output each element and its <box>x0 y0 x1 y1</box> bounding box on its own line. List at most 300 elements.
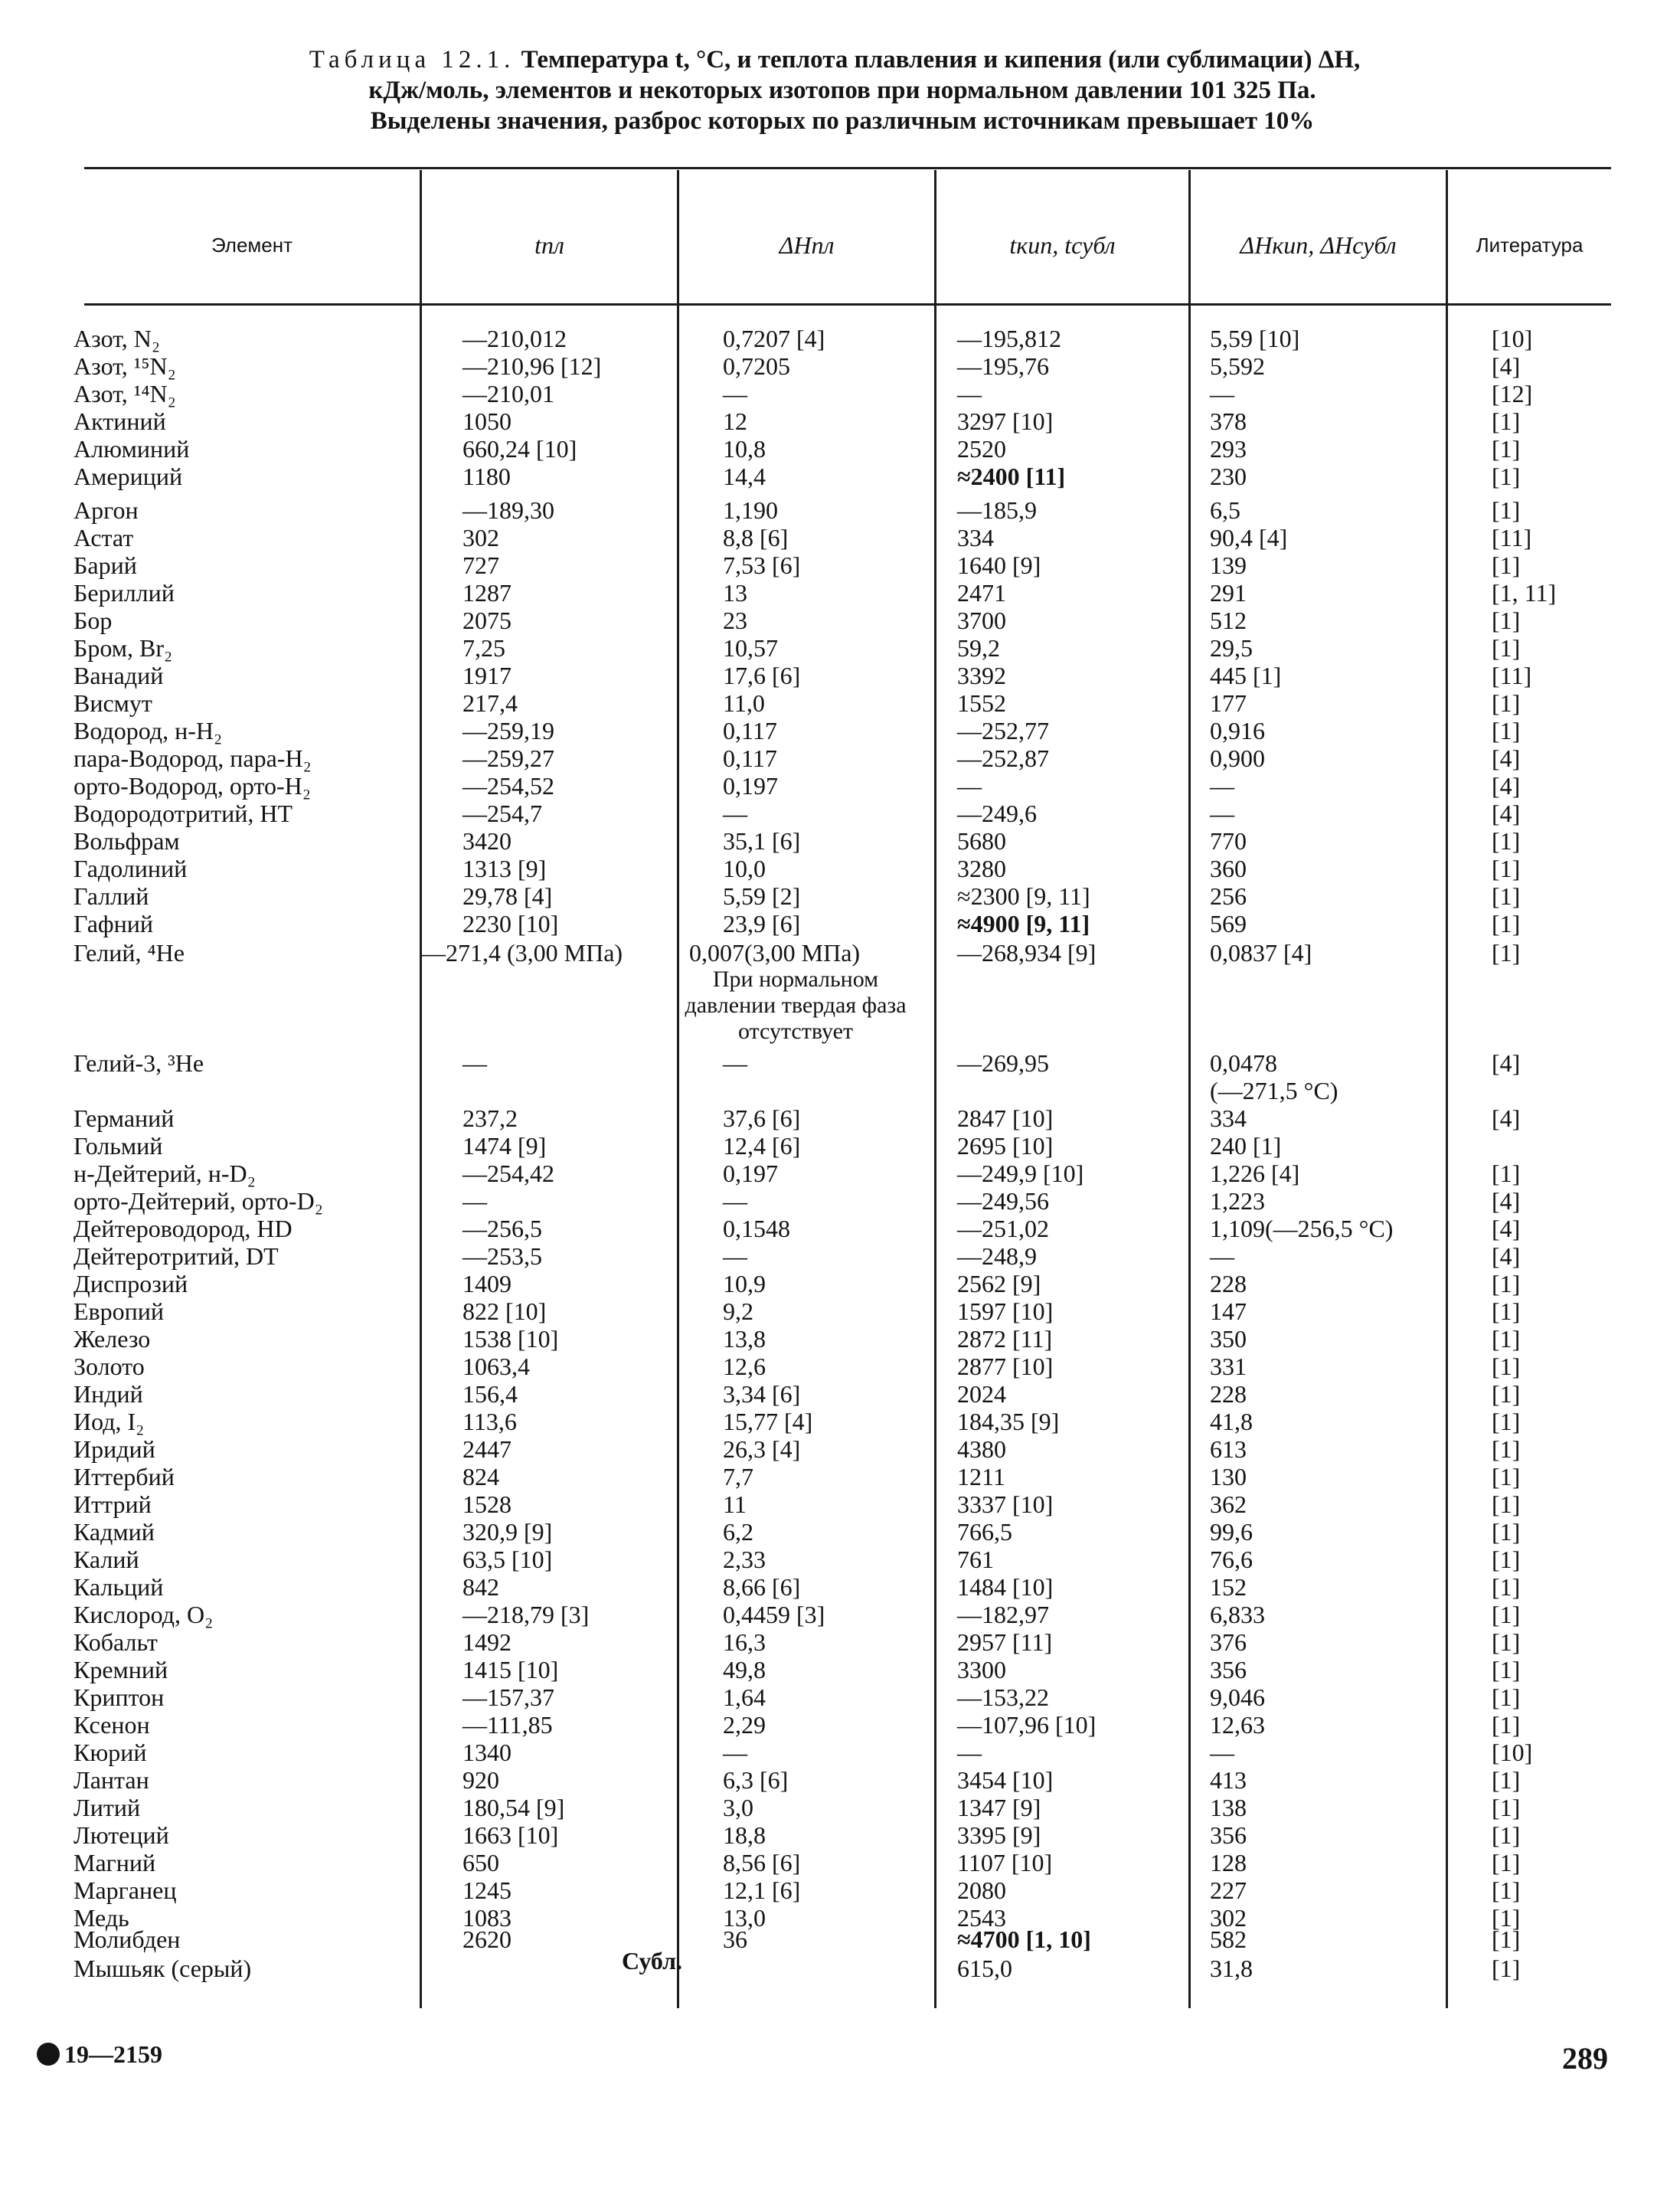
caption-line-1: Температура t, °С, и теплота плавления и кипения (или сублимации) ΔH, <box>521 46 1361 74</box>
cell-literature: [10] <box>1492 325 1533 352</box>
table-row <box>0 1821 1680 1849</box>
cell-t-melt: 2447 <box>462 1435 512 1463</box>
cell-dh-boil: 227 <box>1210 1876 1247 1904</box>
table-row <box>0 352 1680 380</box>
cell-literature: [1] <box>1492 1904 1521 1932</box>
cell-t-melt: 1474 [9] <box>462 1132 547 1160</box>
cell-t-boil: 1347 [9] <box>957 1794 1041 1821</box>
cell-t-melt: —254,52 <box>462 772 554 800</box>
table-row <box>0 1656 1680 1683</box>
cell-dh-boil: 228 <box>1210 1270 1247 1297</box>
cell-t-boil: —249,56 <box>957 1187 1049 1215</box>
cell-dh-melt: 0,7205 <box>723 352 790 380</box>
cell-dh-boil: 0,916 <box>1210 717 1265 744</box>
cell-dh-boil: 376 <box>1210 1628 1247 1656</box>
cell-dh-boil: 6,5 <box>1210 496 1240 524</box>
cell-element: Барий <box>74 551 137 579</box>
cell-literature: [11] <box>1492 662 1532 689</box>
cell-dh-melt: 11 <box>723 1490 747 1518</box>
cell-dh-melt: 0,4459 [3] <box>723 1601 825 1628</box>
cell-element: Индий <box>74 1380 143 1408</box>
cell-dh-melt: 0,7207 [4] <box>723 325 825 352</box>
cell-t-melt: 320,9 [9] <box>462 1518 553 1546</box>
table-row <box>0 1601 1680 1628</box>
cell-dh-melt: 0,117 <box>723 744 777 772</box>
table-top-rule <box>84 167 1611 169</box>
cell-literature: [1] <box>1492 1711 1521 1739</box>
table-row <box>0 662 1680 689</box>
cell-dh-boil: 413 <box>1210 1766 1247 1794</box>
cell-dh-boil: — <box>1210 772 1234 800</box>
caption-line-3: Выделены значения, разброс которых по различным источникам превышает 10% <box>370 107 1315 135</box>
cell-element: Иридий <box>74 1435 155 1463</box>
cell-dh-melt: 8,66 [6] <box>723 1573 801 1601</box>
cell-element: Иттербий <box>74 1463 175 1490</box>
cell-element: Гафний <box>74 910 154 937</box>
table-row <box>0 1408 1680 1435</box>
cell-dh-boil: 147 <box>1210 1297 1247 1325</box>
cell-t-melt: —259,19 <box>462 717 554 744</box>
table-row <box>0 827 1680 855</box>
cell-element: Магний <box>74 1849 156 1876</box>
table-row <box>0 1739 1680 1766</box>
cell-literature: [1] <box>1492 689 1521 717</box>
cell-element: Бор <box>74 607 113 634</box>
cell-t-melt: — <box>462 1049 487 1077</box>
cell-dh-boil: 613 <box>1210 1435 1247 1463</box>
cell-dh-melt: 10,57 <box>723 634 778 662</box>
cell-t-boil: 1552 <box>957 689 1006 717</box>
cell-dh-boil: 0,0837 [4] <box>1210 939 1312 967</box>
cell-dh-boil: 1,109(—256,5 °С) <box>1210 1215 1394 1242</box>
cell-t-boil: — <box>957 1739 982 1766</box>
table-row <box>0 1380 1680 1408</box>
cell-dh-melt: 1,64 <box>723 1683 766 1711</box>
cell-t-melt: — <box>462 1187 487 1215</box>
cell-literature: [1] <box>1492 1380 1521 1408</box>
cell-element: Водородотритий, HT <box>74 800 293 827</box>
cell-element: орто-Дейтерий, орто-D₂ <box>74 1187 323 1215</box>
table-row <box>0 325 1680 352</box>
cell-element: Медь <box>74 1904 129 1932</box>
table-row <box>0 551 1680 579</box>
cell-element: Аргон <box>74 496 139 524</box>
table-row <box>0 1711 1680 1739</box>
table-row <box>0 1049 1680 1077</box>
cell-dh-boil: — <box>1210 800 1234 827</box>
cell-dh-melt: 12,1 [6] <box>723 1876 801 1904</box>
table-row <box>0 855 1680 882</box>
table-row <box>0 1104 1680 1132</box>
cell-t-boil: —248,9 <box>957 1242 1037 1270</box>
cell-element: Висмут <box>74 689 152 717</box>
cell-literature: [4] <box>1492 772 1521 800</box>
cell-element: Азот, N₂ <box>74 325 160 352</box>
cell-element: Марганец <box>74 1876 177 1904</box>
cell-dh-boil: 582 <box>1210 1925 1247 1953</box>
cell-element: Галлий <box>74 882 149 910</box>
cell-dh-melt: 0,1548 <box>723 1215 790 1242</box>
cell-dh-boil: 770 <box>1210 827 1247 855</box>
cell-dh-boil: 31,8 <box>1210 1955 1253 1982</box>
cell-t-boil: 2872 [11] <box>957 1325 1053 1353</box>
table-row <box>0 1132 1680 1160</box>
cell-t-boil: 766,5 <box>957 1518 1012 1546</box>
cell-t-melt: 824 <box>462 1463 499 1490</box>
cell-literature: [1] <box>1492 1546 1521 1573</box>
cell-literature: [1] <box>1492 496 1521 524</box>
cell-t-melt: 237,2 <box>462 1104 518 1132</box>
cell-t-melt: —210,012 <box>462 325 567 352</box>
cell-dh-boil: — <box>1210 1242 1234 1270</box>
cell-dh-melt: 12 <box>723 407 747 435</box>
cell-t-boil: —107,96 [10] <box>957 1711 1097 1739</box>
cell-t-melt: —157,37 <box>462 1683 554 1711</box>
cell-dh-boil: 0,900 <box>1210 744 1265 772</box>
table-row <box>0 1353 1680 1380</box>
table-row <box>0 1573 1680 1601</box>
cell-literature: [1] <box>1492 1573 1521 1601</box>
cell-literature: [1] <box>1492 910 1521 937</box>
cell-element: Золото <box>74 1353 145 1380</box>
cell-literature: [4] <box>1492 1215 1521 1242</box>
cell-t-melt: 1415 [10] <box>462 1656 559 1683</box>
cell-dh-melt: 1,190 <box>723 496 778 524</box>
cell-element: орто-Водород, орто-H₂ <box>74 772 311 800</box>
table-row <box>0 380 1680 407</box>
table-row <box>0 1242 1680 1270</box>
cell-element: Америций <box>74 463 183 490</box>
cell-dh-boil: 90,4 [4] <box>1210 524 1288 551</box>
cell-dh-boil: 6,833 <box>1210 1601 1265 1628</box>
cell-t-melt: —210,96 [12] <box>462 352 602 380</box>
cell-t-boil: —249,6 <box>957 800 1037 827</box>
cell-t-melt: 660,24 [10] <box>462 435 577 463</box>
cell-element: Калий <box>74 1546 139 1573</box>
cell-dh-boil: 445 [1] <box>1210 662 1282 689</box>
table-row <box>0 407 1680 435</box>
table-row <box>0 1297 1680 1325</box>
cell-t-boil: 1211 <box>957 1463 1005 1490</box>
cell-element: Водород, н-H₂ <box>74 717 223 744</box>
cell-literature: [1] <box>1492 1656 1521 1683</box>
cell-t-boil: 3454 [10] <box>957 1766 1054 1794</box>
cell-t-boil: 3392 <box>957 662 1006 689</box>
cell-t-boil: —269,95 <box>957 1049 1049 1077</box>
cell-dh-boil: 1,223 <box>1210 1187 1265 1215</box>
helium-note: При нормальном давлении твердая фаза отсутствует <box>685 967 907 1044</box>
cell-t-boil: 2520 <box>957 435 1006 463</box>
table-row <box>0 1187 1680 1215</box>
cell-dh-melt: — <box>723 1242 747 1270</box>
cell-element: Иод, I₂ <box>74 1408 145 1435</box>
header-t-boil: tкип, tсубл <box>1009 231 1116 259</box>
cell-dh-boil: — <box>1210 1739 1234 1766</box>
cell-t-boil: 3300 <box>957 1656 1006 1683</box>
cell-dh-melt: 10,8 <box>723 435 766 463</box>
cell-t-melt: 156,4 <box>462 1380 518 1408</box>
cell-t-melt: 3420 <box>462 827 512 855</box>
cell-literature: [1] <box>1492 1435 1521 1463</box>
cell-dh-melt: 10,0 <box>723 855 766 882</box>
table-row <box>0 1546 1680 1573</box>
table-row <box>0 579 1680 607</box>
cell-element: Кремний <box>74 1656 168 1683</box>
cell-dh-melt: 18,8 <box>723 1821 766 1849</box>
cell-t-melt: 1409 <box>462 1270 512 1297</box>
cell-element: Лютеций <box>74 1821 169 1849</box>
cell-t-boil: —195,76 <box>957 352 1049 380</box>
table-row <box>0 1876 1680 1904</box>
cell-t-boil: 3395 [9] <box>957 1821 1041 1849</box>
cell-literature: [1] <box>1492 1955 1521 1982</box>
cell-dh-melt: 36 <box>723 1925 747 1953</box>
cell-t-melt: 7,25 <box>462 634 505 662</box>
cell-t-boil: 2847 [10] <box>957 1104 1054 1132</box>
cell-t-boil: —252,77 <box>957 717 1049 744</box>
cell-t-melt: —210,01 <box>462 380 554 407</box>
cell-t-melt: 217,4 <box>462 689 518 717</box>
table-row <box>0 1794 1680 1821</box>
cell-literature: [1] <box>1492 717 1521 744</box>
cell-t-melt: 2230 [10] <box>462 910 559 937</box>
page-number: 289 <box>1562 2041 1608 2076</box>
cell-element: Актиний <box>74 407 166 435</box>
cell-t-boil: 2695 [10] <box>957 1132 1054 1160</box>
table-row <box>0 607 1680 634</box>
cell-dh-melt: 7,7 <box>723 1463 753 1490</box>
table-row <box>0 634 1680 662</box>
cell-dh-melt: 8,56 [6] <box>723 1849 801 1876</box>
cell-dh-boil: 152 <box>1210 1573 1247 1601</box>
cell-dh-melt: 0,197 <box>723 772 778 800</box>
cell-t-melt: —111,85 <box>462 1711 553 1739</box>
cell-element: Ксенон <box>74 1711 150 1739</box>
cell-literature: [1] <box>1492 435 1521 463</box>
cell-literature: [1] <box>1492 855 1521 882</box>
cell-t-melt: 1538 [10] <box>462 1325 559 1353</box>
cell-dh-boil: 5,592 <box>1210 352 1265 380</box>
table-row <box>0 435 1680 463</box>
cell-dh-melt: 23 <box>723 607 747 634</box>
cell-t-boil: — <box>957 772 982 800</box>
cell-literature: [1] <box>1492 1408 1521 1435</box>
cell-t-melt: 650 <box>462 1849 499 1876</box>
table-row <box>0 496 1680 524</box>
cell-element: Европий <box>74 1297 165 1325</box>
table-row <box>0 1683 1680 1711</box>
cell-literature: [1] <box>1492 1490 1521 1518</box>
cell-t-melt: 920 <box>462 1766 499 1794</box>
cell-dh-melt: 14,4 <box>723 463 766 490</box>
cell-dh-boil: — <box>1210 380 1234 407</box>
bullet-icon <box>37 2043 60 2066</box>
cell-t-melt: 2620 <box>462 1925 512 1953</box>
cell-dh-boil: 240 [1] <box>1210 1132 1282 1160</box>
header-t-melt: tпл <box>534 231 564 259</box>
cell-element: Гадолиний <box>74 855 188 882</box>
cell-dh-melt: 13 <box>723 579 747 607</box>
table-row <box>0 524 1680 551</box>
cell-dh-boil: 360 <box>1210 855 1247 882</box>
cell-element: Алюминий <box>74 435 190 463</box>
cell-dh-boil: 334 <box>1210 1104 1247 1132</box>
table-row <box>0 1490 1680 1518</box>
cell-element: н-Дейтерий, н-D₂ <box>74 1160 256 1187</box>
signature-mark <box>37 2040 162 2069</box>
header-element: Элемент <box>211 233 293 257</box>
cell-dh-melt: 37,6 [6] <box>723 1104 801 1132</box>
cell-t-boil: 1640 [9] <box>957 551 1041 579</box>
cell-t-boil: 334 <box>957 524 994 551</box>
cell-t-boil: 615,0 <box>957 1955 1012 1982</box>
cell-literature: [1] <box>1492 1876 1521 1904</box>
cell-dh-melt: 13,0 <box>723 1904 766 1932</box>
cell-dh-melt: 0,117 <box>723 717 777 744</box>
cell-dh-melt: 2,29 <box>723 1711 766 1739</box>
table-row <box>0 1160 1680 1187</box>
cell-element: Литий <box>74 1794 141 1821</box>
cell-t-boil: ≈2400 [11] <box>957 463 1066 490</box>
cell-element: Гелий, ⁴He <box>74 939 185 967</box>
cell-literature: [4] <box>1492 744 1521 772</box>
table-row <box>0 1463 1680 1490</box>
table-row <box>0 1766 1680 1794</box>
cell-literature: [1] <box>1492 1628 1521 1656</box>
cell-t-boil: 3297 [10] <box>957 407 1054 435</box>
cell-t-boil: —252,87 <box>957 744 1049 772</box>
cell-t-boil: 5680 <box>957 827 1006 855</box>
cell-dh-melt: 16,3 <box>723 1628 766 1656</box>
cell-dh-boil: (—271,5 °С) <box>1210 1077 1338 1104</box>
cell-dh-melt: — <box>723 1187 747 1215</box>
header-dh-melt: ΔHпл <box>779 231 835 259</box>
cell-t-boil: 2080 <box>957 1876 1006 1904</box>
cell-dh-melt: — <box>723 1049 747 1077</box>
cell-element: Кадмий <box>74 1518 155 1546</box>
cell-literature: [1] <box>1492 607 1521 634</box>
cell-element: Дейтеротритий, DT <box>74 1242 279 1270</box>
cell-element: Гольмий <box>74 1132 163 1160</box>
cell-t-boil: 2562 [9] <box>957 1270 1041 1297</box>
cell-literature: [4] <box>1492 1104 1521 1132</box>
table-row <box>0 1270 1680 1297</box>
cell-t-boil: —182,97 <box>957 1601 1049 1628</box>
cell-dh-boil: 331 <box>1210 1353 1247 1380</box>
table-row <box>0 939 1680 967</box>
cell-element: Вольфрам <box>74 827 180 855</box>
cell-literature: [1] <box>1492 939 1521 967</box>
cell-t-boil: —249,9 [10] <box>957 1160 1084 1187</box>
cell-dh-boil: 29,5 <box>1210 634 1253 662</box>
cell-literature: [1] <box>1492 1325 1521 1353</box>
cell-element: Бром, Br₂ <box>74 634 173 662</box>
table-row <box>0 882 1680 910</box>
table-row <box>0 1215 1680 1242</box>
cell-dh-boil: 512 <box>1210 607 1247 634</box>
cell-literature: [1] <box>1492 1821 1521 1849</box>
cell-literature: [1] <box>1492 1925 1521 1953</box>
cell-element: Азот, ¹⁵N₂ <box>74 352 176 380</box>
cell-dh-melt: — <box>723 380 747 407</box>
cell-t-melt: 29,78 [4] <box>462 882 553 910</box>
cell-dh-boil: 138 <box>1210 1794 1247 1821</box>
cell-dh-melt: 7,53 [6] <box>723 551 801 579</box>
cell-literature: [1] <box>1492 1794 1521 1821</box>
cell-literature: [1] <box>1492 1518 1521 1546</box>
cell-dh-melt: 15,77 [4] <box>723 1408 813 1435</box>
cell-element: Кальций <box>74 1573 164 1601</box>
cell-element: Гелий-3, ³He <box>74 1049 204 1077</box>
cell-element: Дейтероводород, HD <box>74 1215 293 1242</box>
cell-literature: [1] <box>1492 1601 1521 1628</box>
cell-dh-boil: 177 <box>1210 689 1247 717</box>
table-row <box>0 717 1680 744</box>
cell-dh-melt: 3,0 <box>723 1794 753 1821</box>
cell-literature: [4] <box>1492 1187 1521 1215</box>
cell-dh-boil: 256 <box>1210 882 1247 910</box>
cell-t-melt: —254,7 <box>462 800 542 827</box>
cell-element: Мышьяк (серый) <box>74 1955 252 1982</box>
cell-dh-boil: 230 <box>1210 463 1247 490</box>
cell-t-melt: —253,5 <box>462 1242 542 1270</box>
table-row <box>0 1518 1680 1546</box>
cell-literature: [1] <box>1492 1160 1521 1187</box>
table-row <box>0 744 1680 772</box>
cell-t-boil: —251,02 <box>957 1215 1049 1242</box>
cell-t-melt: 1663 [10] <box>462 1821 559 1849</box>
cell-dh-melt: 3,34 [6] <box>723 1380 801 1408</box>
cell-literature: [1] <box>1492 1297 1521 1325</box>
cell-literature: [1] <box>1492 407 1521 435</box>
cell-t-boil: ≈2300 [9, 11] <box>957 882 1090 910</box>
cell-element: Криптон <box>74 1683 165 1711</box>
cell-t-melt: 1528 <box>462 1490 512 1518</box>
cell-t-melt: 1340 <box>462 1739 512 1766</box>
cell-literature: [1] <box>1492 1683 1521 1711</box>
cell-t-melt: 727 <box>462 551 499 579</box>
cell-dh-boil: 362 <box>1210 1490 1247 1518</box>
cell-element: Кислород, O₂ <box>74 1601 214 1628</box>
cell-element: Диспрозий <box>74 1270 188 1297</box>
cell-t-boil: 2877 [10] <box>957 1353 1054 1380</box>
cell-dh-boil: 76,6 <box>1210 1546 1253 1573</box>
cell-t-melt: 1245 <box>462 1876 512 1904</box>
cell-t-melt: —259,27 <box>462 744 554 772</box>
table-row <box>0 1849 1680 1876</box>
cell-dh-melt: 49,8 <box>723 1656 766 1683</box>
cell-dh-boil: 128 <box>1210 1849 1247 1876</box>
cell-dh-melt: 6,3 [6] <box>723 1766 789 1794</box>
cell-literature: [1] <box>1492 1270 1521 1297</box>
cell-dh-melt: 9,2 <box>723 1297 753 1325</box>
cell-t-boil: 3337 [10] <box>957 1490 1054 1518</box>
cell-t-boil: 1484 [10] <box>957 1573 1054 1601</box>
cell-t-boil: —153,22 <box>957 1683 1049 1711</box>
table-row <box>0 1628 1680 1656</box>
cell-t-boil: 1597 [10] <box>957 1297 1054 1325</box>
cell-literature: [1] <box>1492 1849 1521 1876</box>
cell-literature: [12] <box>1492 380 1533 407</box>
cell-dh-melt: 6,2 <box>723 1518 753 1546</box>
cell-dh-boil: 378 <box>1210 407 1247 435</box>
cell-t-boil: 761 <box>957 1546 994 1573</box>
cell-literature: [4] <box>1492 1242 1521 1270</box>
cell-element: Азот, ¹⁴N₂ <box>74 380 176 407</box>
cell-literature: [1] <box>1492 882 1521 910</box>
cell-element: Кобальт <box>74 1628 158 1656</box>
cell-dh-melt: 8,8 [6] <box>723 524 789 551</box>
